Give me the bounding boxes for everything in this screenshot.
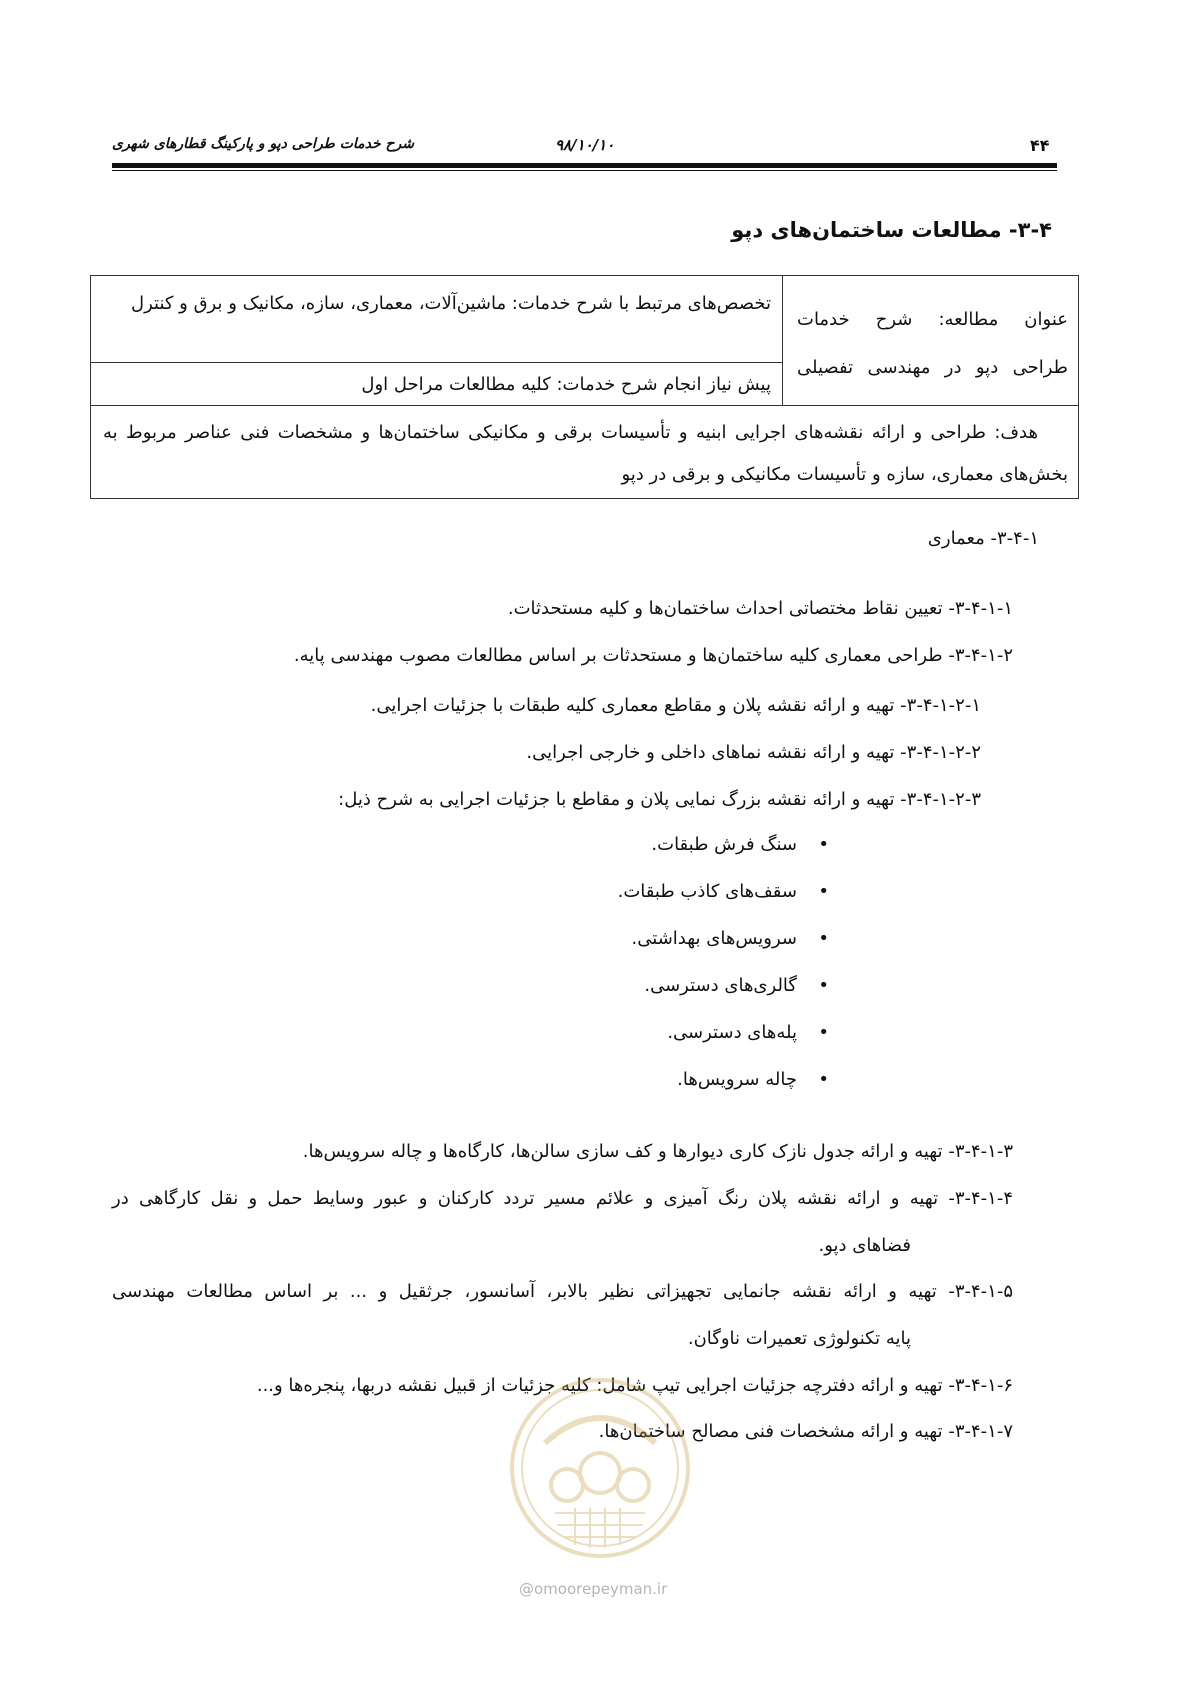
item-3: ۳-۴-۱-۳- تهیه و ارائه جدول نازک کاری دیوارها و کف سازی سالن‌ها، کارگاه‌ها و چاله سرویس‌ها. xyxy=(302,1141,1013,1162)
header-title: شرح خدمات طراحی دپو و پارکینگ قطارهای شهری xyxy=(112,136,415,152)
item-4-line-2: فضاهای دپو. xyxy=(818,1235,911,1256)
list-item: سنگ فرش طبقات. • xyxy=(618,830,829,877)
goal-line-2: بخش‌های معماری، سازه و تأسیسات مکانیکی و برقی در دپو xyxy=(621,464,1068,485)
header-date: ۹۸/۱۰/۱۰ xyxy=(555,136,615,154)
item-4-line-1: ۳-۴-۱-۴- تهیه و ارائه نقشه پلان رنگ آمیزی و علائم مسیر تردد کارکنان و عبور وسایط حمل و نقل کارگاهی در xyxy=(112,1188,1013,1209)
info-table xyxy=(90,275,1079,499)
item-6: ۳-۴-۱-۶- تهیه و ارائه دفترچه جزئیات اجرایی تیپ شامل: کلیه جزئیات از قبیل نقشه دربها، پنجره‌ها و... xyxy=(256,1375,1013,1396)
goal-line-1: هدف: طراحی و ارائه نقشه‌های اجرایی ابنیه و تأسیسات برقی و مکانیکی ساختمان‌ها و مشخصات فنی عناصر مربوط به xyxy=(103,422,1038,443)
list-item: سرویس‌های بهداشتی. • xyxy=(618,924,829,971)
item-5-line-1: ۳-۴-۱-۵- تهیه و ارائه نقشه جانمایی تجهیزاتی نظیر بالابر، آسانسور، جرثقیل و ... بر اساس مطالعات مهندسی xyxy=(112,1281,1013,1302)
goal-cell xyxy=(91,405,1078,498)
header-rule-thin xyxy=(112,170,1057,171)
study-title-cell: عنوان مطالعه: شرح خدمات طراحی دپو در مهندسی تفصیلی xyxy=(782,276,1078,406)
item-5-line-2: پایه تکنولوژی تعمیرات ناوگان. xyxy=(687,1328,911,1349)
list-item: گالری‌های دسترسی. • xyxy=(618,971,829,1018)
item-2: ۳-۴-۱-۲- طراحی معماری کلیه ساختمان‌ها و مستحدثات بر اساس مطالعات مصوب مهندسی پایه. xyxy=(293,645,1013,666)
item-2-3: ۳-۴-۱-۲-۳- تهیه و ارائه نقشه بزرگ نمایی پلان و مقاطع با جزئیات اجرایی به شرح ذیل: xyxy=(338,789,981,810)
item-7: ۳-۴-۱-۷- تهیه و ارائه مشخصات فنی مصالح ساختمان‌ها. xyxy=(598,1421,1013,1442)
specialties-cell: تخصص‌های مرتبط با شرح خدمات: ماشین‌آلات، معماری، سازه، مکانیک و برق و کنترل xyxy=(91,276,783,363)
list-item: پله‌های دسترسی. • xyxy=(618,1018,829,1065)
list-item: سقف‌های کاذب طبقات. • xyxy=(618,877,829,924)
page-number: ۴۴ xyxy=(1030,136,1050,155)
bullet-list xyxy=(618,830,829,1112)
item-2-1: ۳-۴-۱-۲-۱- تهیه و ارائه نقشه پلان و مقاطع معماری کلیه طبقات با جزئیات اجرایی. xyxy=(370,695,981,716)
section-title: ۳-۴- مطالعات ساختمان‌های دپو xyxy=(731,218,1052,242)
header-rule-thick xyxy=(112,163,1057,168)
watermark-url: @omoorepeyman.ir xyxy=(519,1580,668,1598)
watermark-seal-icon xyxy=(505,1373,695,1573)
subsection-title: ۳-۴-۱- معماری xyxy=(927,528,1039,549)
list-item: چاله سرویس‌ها. • xyxy=(618,1065,829,1112)
item-1: ۳-۴-۱-۱- تعیین نقاط مختصاتی احداث ساختمان‌ها و کلیه مستحدثات. xyxy=(507,598,1013,619)
item-2-2: ۳-۴-۱-۲-۲- تهیه و ارائه نقشه نماهای داخلی و خارجی اجرایی. xyxy=(526,742,981,763)
prerequisite-cell: پیش نیاز انجام شرح خدمات: کلیه مطالعات مراحل اول xyxy=(361,374,771,395)
